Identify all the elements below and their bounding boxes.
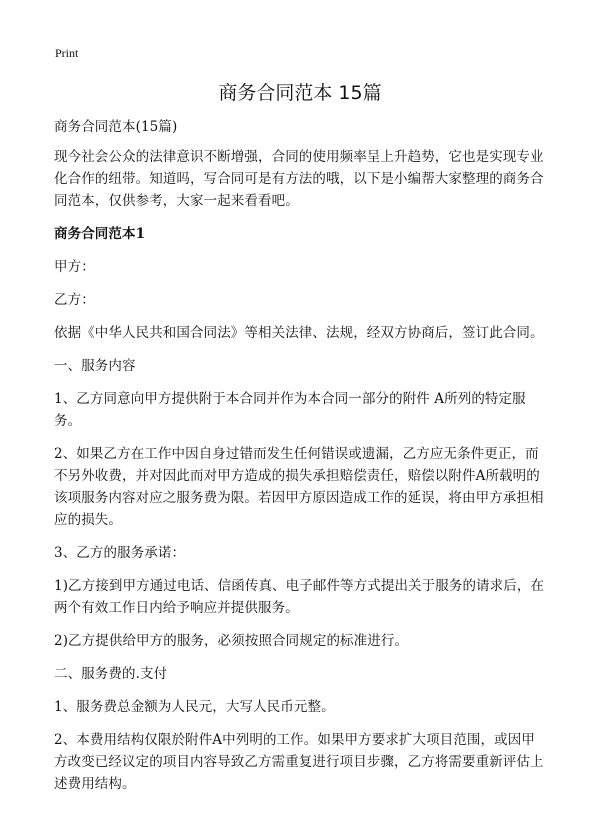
clause-paragraph: 1、乙方同意向甲方提供附于本合同并作为本合同一部分的附件 A所列的特定服务。 xyxy=(54,391,526,429)
intro-paragraph: 现今社会公众的法律意识不断增强，合同的使用频率呈上升趋势，它也是实现专业化合作的纽带。知道吗，写合同可是有方法的哦，以下是小编帮大家整理的商务合同范本，仅供参考，大家一起来看看吧。 xyxy=(54,149,544,209)
basis-paragraph: 依据《中华人民共和国合同法》等相关法律、法规，经双方协商后，签订此合同。 xyxy=(54,325,544,341)
document-body xyxy=(54,116,548,806)
party-a-line: 甲方： xyxy=(54,259,95,275)
clause-paragraph: 1)乙方接到甲方通过电话、信函传真、电子邮件等方式提出关于服务的请求后，在两个有效工作日内给予响应并提供服务。 xyxy=(54,578,545,616)
print-label[interactable]: Print xyxy=(55,46,79,60)
clause-heading-commitment: 3、乙方的服务承诺： xyxy=(54,545,186,561)
section-heading: 商务合同范本1 xyxy=(54,226,146,242)
clause-paragraph: 2、如果乙方在工作中因自身过错而发生任何错误或遗漏，乙方应无条件更正，而不另外收费，并对因此而对甲方造成的损失承担赔偿责任，赔偿以附件A所载明的该项服务内容对应之服务费为限。若因甲方原因造成工作的延误，将由甲方承担相应的损失。 xyxy=(54,446,544,528)
clause-paragraph: 1、服务费总金额为人民元，大写人民币元整。 xyxy=(54,699,335,715)
party-b-line: 乙方： xyxy=(54,292,95,308)
clause-paragraph: 2)乙方提供给甲方的服务，必须按照合同规定的标准进行。 xyxy=(54,633,409,649)
clause-paragraph: 2、本费用结构仅限於附件A中列明的工作。如果甲方要求扩大项目范围，或因甲方改变已经议定的项目内容导致乙方需重复进行项目步骤，乙方将需要重新评估上述费用结构。 xyxy=(54,732,544,792)
doc-subtitle: 商务合同范本(15篇) xyxy=(54,119,178,135)
clause-heading-payment: 二、服务费的.支付 xyxy=(54,666,168,682)
document-title: 商务合同范本 15篇 xyxy=(218,82,382,104)
clause-heading-services: 一、服务内容 xyxy=(54,358,136,374)
